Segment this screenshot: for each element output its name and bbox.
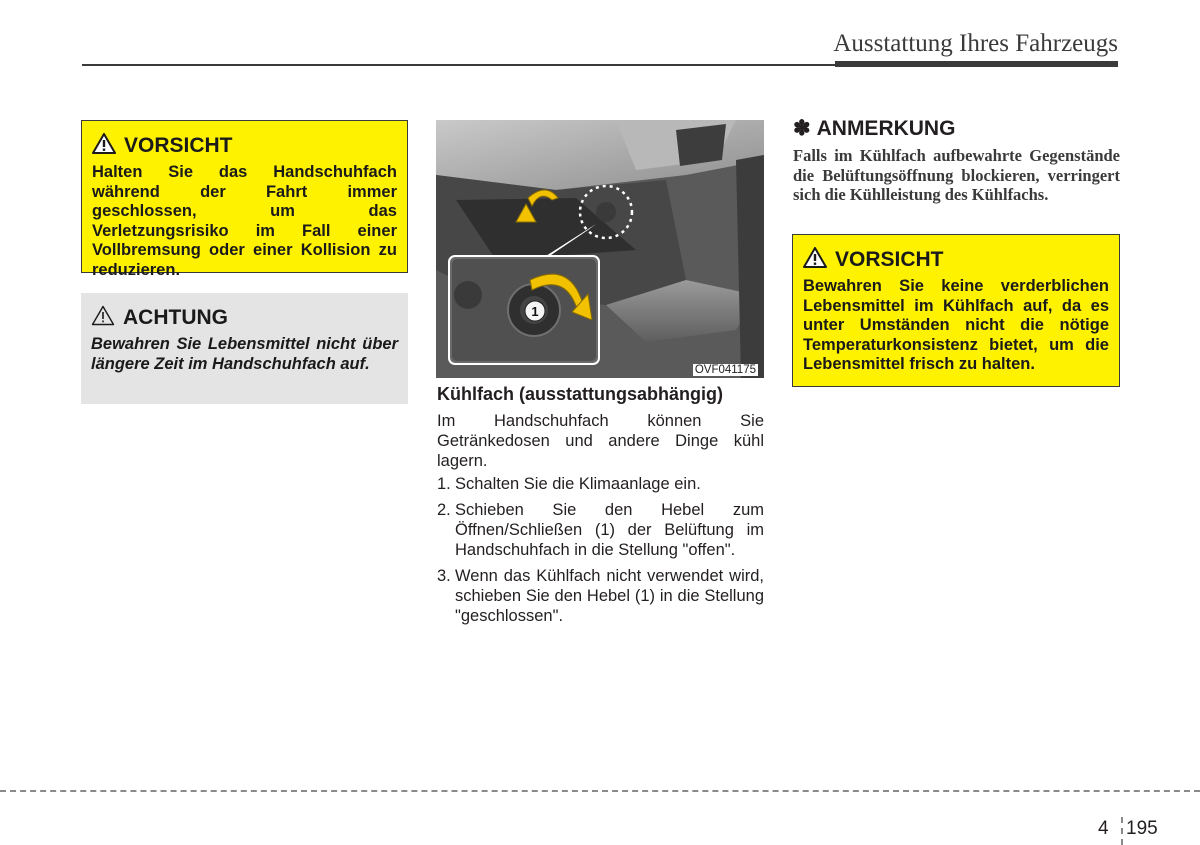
lever-marker-label: 1 [531,304,539,319]
caution-label: VORSICHT [835,248,944,271]
asterisk-icon: ✽ [793,117,811,140]
attention-box [81,293,408,404]
caution-heading [803,247,1109,273]
step-number: 3. [437,567,451,585]
step-text: Schalten Sie die Klimaanlage ein. [455,475,701,493]
page-number: 195 [1126,818,1158,839]
list-item [437,500,764,560]
note-label: ANMERKUNG [816,116,956,140]
footer-rule [0,790,1200,792]
warning-triangle-icon [803,247,827,273]
caution-text: Bewahren Sie keine verderblichen Lebensmittel im Kühlfach auf, da es unter Umständen nicht die nötige Temperaturkonsistenz bietet, um die Lebensmittel frisch zu halten. [803,277,1109,373]
steps-list [437,474,764,632]
chapter-number: 4 [1098,818,1109,839]
running-header: Ausstattung Ihres Fahrzeugs [833,30,1118,57]
list-item [437,566,764,626]
section-title: Kühlfach (ausstattungsabhängig) [437,384,724,404]
intro-text: Im Handschuhfach können Sie Getränkedosen und andere Dinge kühl lagern. [437,412,764,470]
note-heading [793,116,955,141]
step-number: 1. [437,475,451,493]
glovebox-photo [436,120,764,378]
step-text: Wenn das Kühlfach nicht verwendet wird, schieben Sie den Hebel (1) in die Stellung "geschlossen". [455,567,764,625]
note-text: Falls im Kühlfach aufbewahrte Gegenstände die Belüftungsöffnung blockieren, verringert sich die Kühlleistung des Kühlfachs. [793,146,1120,204]
attention-label: ACHTUNG [123,306,228,329]
step-number: 2. [437,501,451,519]
list-item [437,474,764,494]
attention-text: Bewahren Sie Lebensmittel nicht über längere Zeit im Handschuhfach auf. [91,335,398,373]
footer-divider [1121,817,1123,845]
caution-box-left [81,120,408,279]
caution-box-right [792,234,1120,387]
header-rule-accent [835,61,1118,67]
caution-label: VORSICHT [124,134,233,157]
warning-triangle-icon [92,133,116,159]
caution-text: Halten Sie das Handschuhfach während der Fahrt immer geschlossen, um das Verletzungsrisiko im Fall einer Vollbremsung oder einer Kollision zu reduzieren. [92,163,397,279]
attention-heading [91,305,398,331]
caution-heading [92,133,397,159]
attention-triangle-icon [91,305,115,331]
image-code: OVF041175 [694,364,756,376]
step-text: Schieben Sie den Hebel zum Öffnen/Schließen (1) der Belüftung im Handschuhfach in die Stellung "offen". [455,501,764,559]
